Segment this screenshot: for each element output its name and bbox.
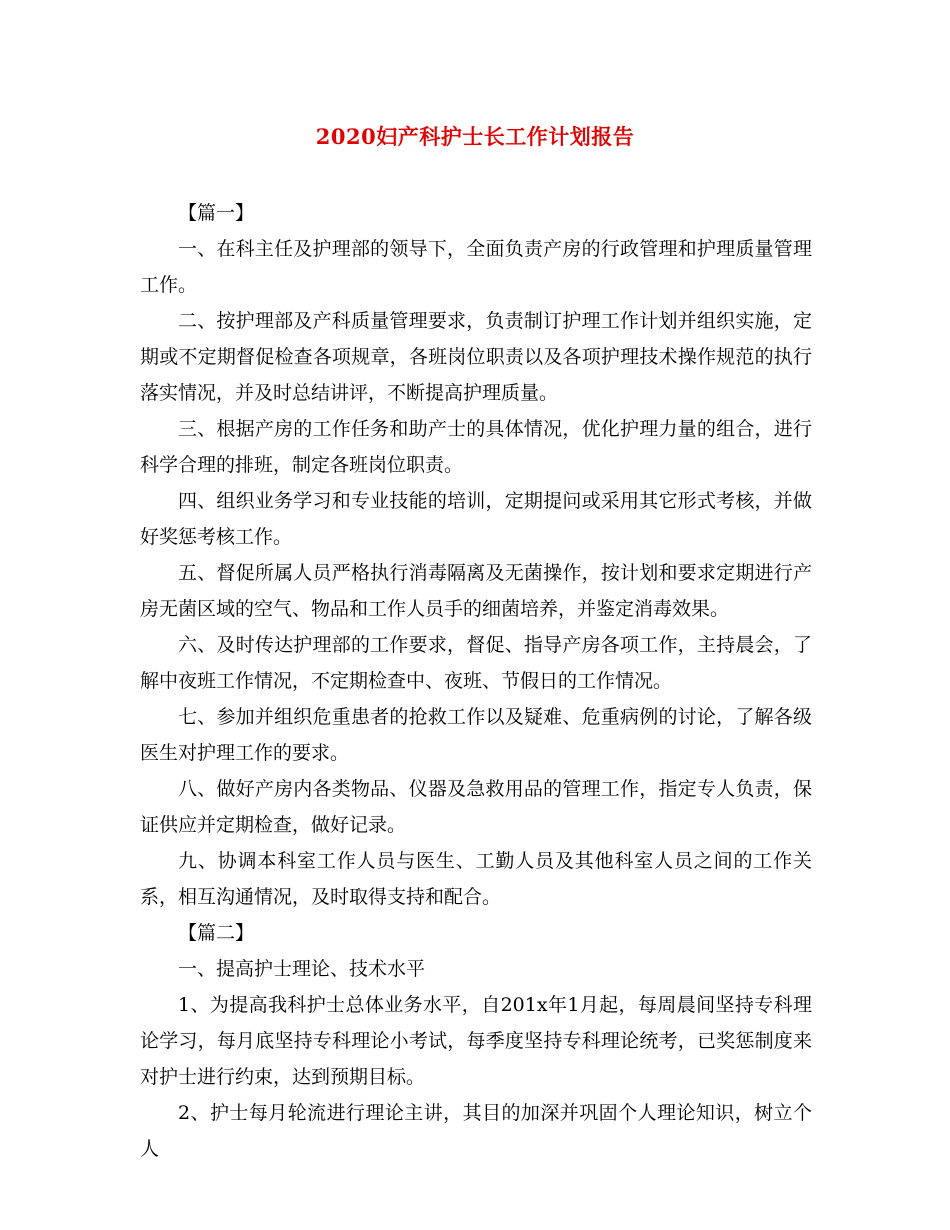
paragraph: 一、提高护士理论、技术水平 <box>178 958 426 980</box>
section-heading: 【篇二】 <box>178 922 255 944</box>
document-body <box>140 195 812 1167</box>
paragraph: 三、根据产房的工作任务和助产士的具体情况，优化护理力量的组合，进行科学合理的排班，制定各班岗位职责。 <box>140 418 812 476</box>
paragraph: 七、参加并组织危重患者的抢救工作以及疑难、危重病例的讨论，了解各级医生对护理工作的要求。 <box>140 706 812 764</box>
paragraph: 九、协调本科室工作人员与医生、工勤人员及其他科室人员之间的工作关系，相互沟通情况，及时取得支持和配合。 <box>140 850 812 908</box>
paragraph: 五、督促所属人员严格执行消毒隔离及无菌操作，按计划和要求定期进行产房无菌区域的空气、物品和工作人员手的细菌培养，并鉴定消毒效果。 <box>140 562 812 620</box>
paragraph: 一、在科主任及护理部的领导下，全面负责产房的行政管理和护理质量管理工作。 <box>140 238 812 296</box>
paragraph: 二、按护理部及产科质量管理要求，负责制订护理工作计划并组织实施，定期或不定期督促检查各项规章，各班岗位职责以及各项护理技术操作规范的执行落实情况，并及时总结讲评，不断提高护理质量。 <box>140 310 812 404</box>
section-heading: 【篇一】 <box>178 202 255 224</box>
document-title: 2020妇产科护士长工作计划报告 <box>315 124 635 149</box>
paragraph: 八、做好产房内各类物品、仪器及急救用品的管理工作，指定专人负责，保证供应并定期检查，做好记录。 <box>140 778 812 836</box>
paragraph: 四、组织业务学习和专业技能的培训，定期提问或采用其它形式考核，并做好奖惩考核工作。 <box>140 490 812 548</box>
paragraph: 2、护士每月轮流进行理论主讲，其目的加深并巩固个人理论知识，树立个人 <box>140 1102 812 1160</box>
paragraph: 六、及时传达护理部的工作要求，督促、指导产房各项工作，主持晨会，了解中夜班工作情况，不定期检查中、夜班、节假日的工作情况。 <box>140 634 812 692</box>
paragraph: 1、为提高我科护士总体业务水平，自201x年1月起，每周晨间坚持专科理论学习，每月底坚持专科理论小考试，每季度坚持专科理论统考，已奖惩制度来对护士进行约束，达到预期目标。 <box>140 994 812 1088</box>
